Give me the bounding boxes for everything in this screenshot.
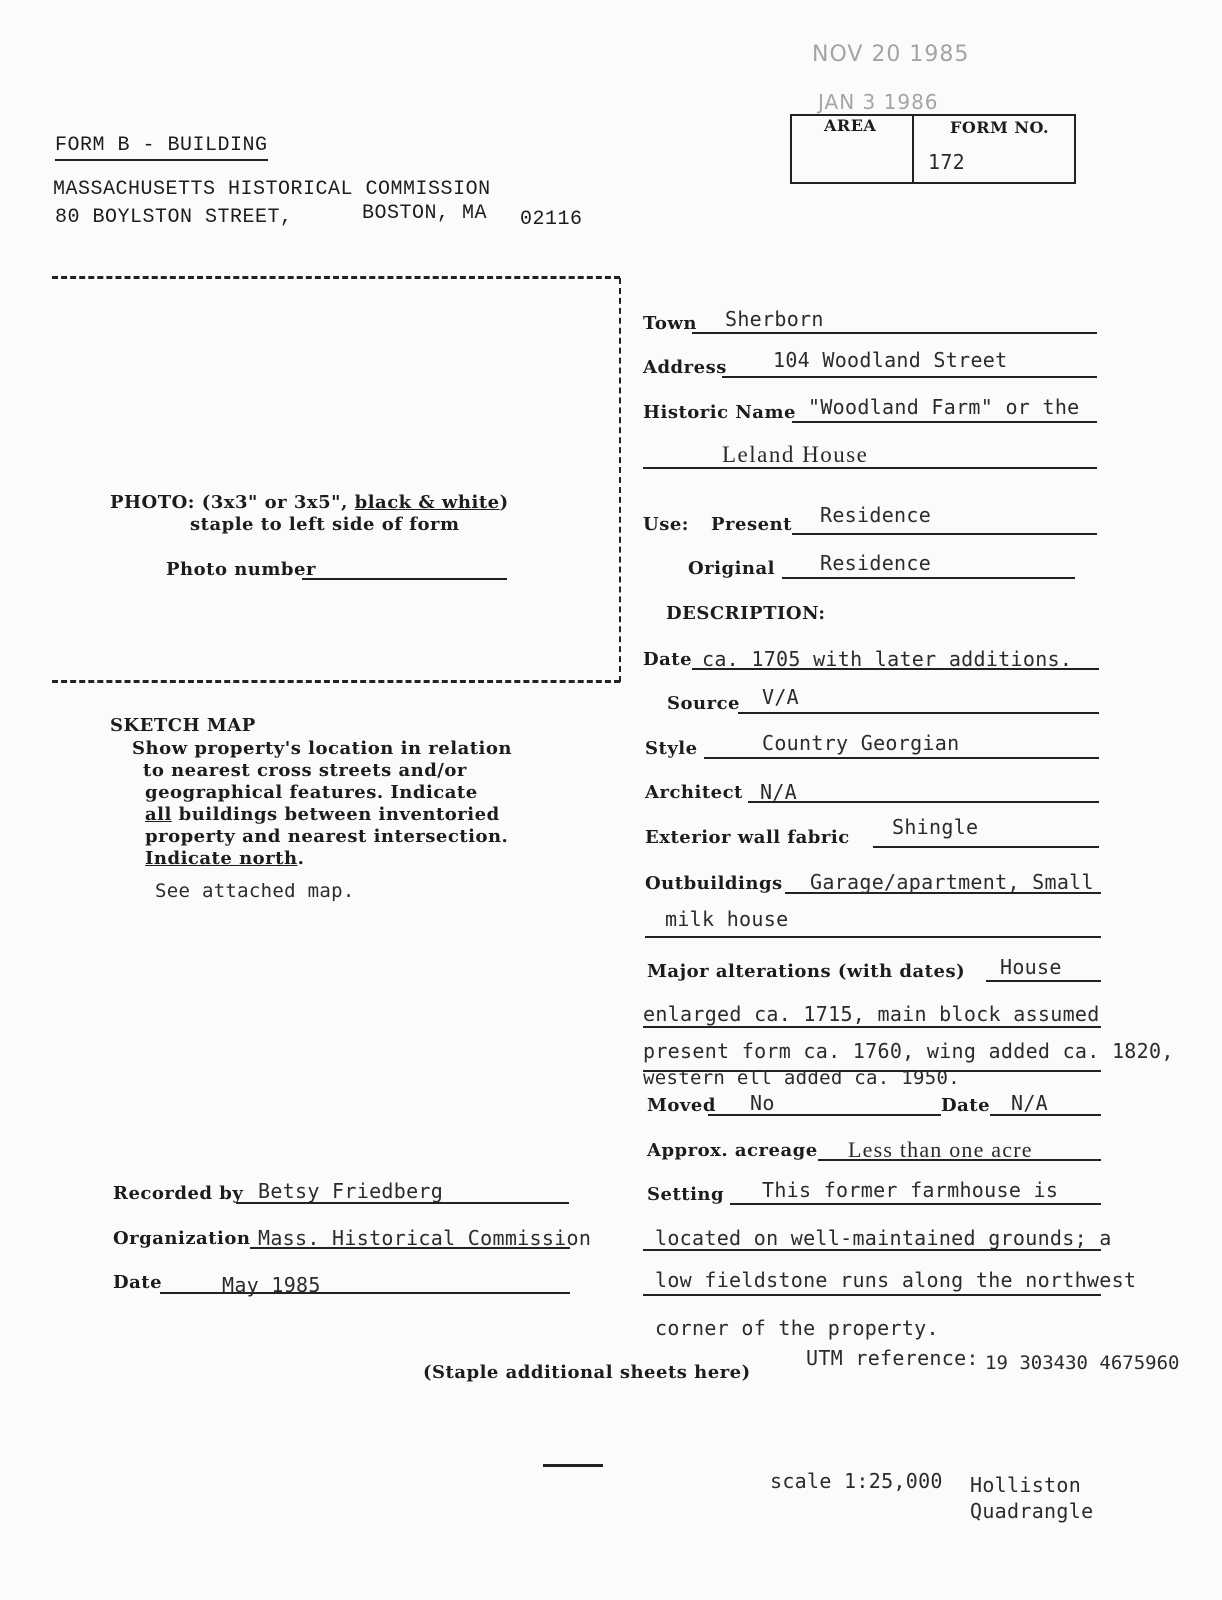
architect-line (748, 801, 1099, 803)
source-value: V/A (762, 685, 800, 709)
alterations-value-3: present form ca. 1760, wing added ca. 1820, (643, 1039, 1174, 1063)
moved-label: Moved (647, 1095, 716, 1116)
use-label: Use: (643, 514, 689, 535)
recorded-date-value: May 1985 (222, 1273, 321, 1297)
setting-value-3: low fieldstone runs along the northwest (655, 1268, 1137, 1292)
recorded-by-value: Betsy Friedberg (258, 1179, 444, 1203)
quadrangle-name: Holliston (970, 1473, 1082, 1497)
architect-label: Architect (645, 782, 743, 803)
address-line (722, 376, 1097, 378)
quadrangle-label: Quadrangle (970, 1499, 1094, 1523)
staple-note: (Staple additional sheets here) (423, 1362, 751, 1383)
sketch-map-line3: geographical features. Indicate (145, 782, 478, 803)
style-line (704, 757, 1099, 759)
historic-name-value-1: "Woodland Farm" or the (808, 395, 1080, 419)
photo-frame-bottom (52, 680, 620, 683)
area-form-box (790, 114, 1076, 184)
present-line (792, 533, 1097, 535)
recorded-date-label: Date (113, 1272, 163, 1293)
utm-value: 19 303430 4675960 (985, 1352, 1180, 1374)
date-built-value: ca. 1705 with later additions. (702, 647, 1073, 671)
photo-frame-right (619, 278, 621, 682)
form-no-label: FORM NO. (950, 118, 1050, 137)
town-value: Sherborn (725, 307, 824, 331)
form-title (55, 134, 268, 157)
date-built-label: Date (643, 649, 693, 670)
source-line (738, 712, 1099, 714)
area-label: AREA (824, 116, 877, 135)
style-value: Country Georgian (762, 731, 960, 755)
wall-fabric-label: Exterior wall fabric (645, 827, 850, 848)
photo-instructions-line1: PHOTO: (3x3" or 3x5", black & white) (110, 492, 509, 513)
source-label: Source (667, 693, 740, 714)
photo-instructions-line2: staple to left side of form (190, 514, 460, 535)
moved-date-value: N/A (1011, 1091, 1049, 1115)
agency-zip: 02116 (520, 208, 583, 231)
agency-street: 80 BOYLSTON STREET, (55, 206, 293, 229)
historic-name-line-2 (643, 467, 1097, 469)
area-box-divider (912, 116, 914, 182)
setting-value-2: located on well-maintained grounds; a (655, 1226, 1112, 1250)
style-label: Style (645, 738, 698, 759)
outbuildings-value-1: Garage/apartment, Small (810, 870, 1094, 894)
alterations-line-1 (986, 980, 1101, 982)
setting-label: Setting (647, 1184, 725, 1205)
form-title-text: FORM B - BUILDING (55, 134, 268, 161)
wall-fabric-line (873, 846, 1099, 848)
agency-city: BOSTON, MA (362, 202, 488, 225)
footer-rule (543, 1464, 603, 1467)
alterations-value-1: House (1000, 955, 1062, 979)
sketch-map-line2: to nearest cross streets and/or (143, 760, 467, 781)
moved-value: No (750, 1091, 775, 1115)
agency-name: MASSACHUSETTS HISTORICAL COMMISSION (53, 178, 491, 201)
acreage-value: Less than one acre (848, 1137, 1033, 1162)
setting-value-4: corner of the property. (655, 1316, 939, 1340)
recorded-by-label: Recorded by (113, 1183, 244, 1204)
setting-line-3 (643, 1294, 1101, 1296)
setting-value-1: This former farmhouse is (762, 1178, 1059, 1202)
acreage-label: Approx. acreage (647, 1140, 818, 1161)
sketch-map-note: See attached map. (155, 880, 355, 902)
sketch-map-line5: property and nearest intersection. (145, 826, 509, 847)
town-line (692, 332, 1097, 334)
address-label: Address (643, 357, 727, 378)
outbuildings-label: Outbuildings (645, 873, 783, 894)
sketch-map-line6: Indicate north. (145, 848, 305, 869)
original-line (782, 577, 1075, 579)
alterations-label: Major alterations (with dates) (647, 961, 966, 982)
sketch-map-line4: all buildings between inventoried (145, 804, 500, 825)
utm-label: UTM reference: (806, 1346, 979, 1370)
form-no-value: 172 (928, 150, 966, 174)
town-label: Town (643, 313, 697, 334)
present-value: Residence (820, 503, 932, 527)
historic-name-line-1 (792, 421, 1097, 423)
setting-line-2 (643, 1249, 1101, 1251)
historic-name-label: Historic Name (643, 402, 796, 423)
wall-fabric-value: Shingle (892, 815, 979, 839)
setting-line-1 (730, 1203, 1101, 1205)
photo-frame-top (52, 276, 620, 279)
outbuildings-value-2: milk house (665, 907, 789, 931)
received-stamp-2: JAN 3 1986 (818, 90, 939, 114)
outbuildings-line-2 (645, 936, 1101, 938)
photo-number-label: Photo number (166, 559, 316, 580)
received-stamp-1: NOV 20 1985 (812, 42, 970, 67)
description-label: DESCRIPTION: (666, 603, 826, 624)
alterations-value-2: enlarged ca. 1715, main block assumed (643, 1002, 1100, 1026)
architect-value: N/A (760, 780, 798, 804)
sketch-map-heading: SKETCH MAP (110, 715, 256, 736)
historic-name-value-2: Leland House (722, 442, 869, 467)
original-label: Original (688, 558, 776, 579)
moved-date-label: Date (941, 1095, 991, 1116)
alterations-line-2 (643, 1026, 1101, 1028)
moved-line (708, 1114, 941, 1116)
alterations-value-4: western ell added ca. 1950. (643, 1067, 960, 1089)
organization-value: Mass. Historical Commission (258, 1226, 592, 1250)
original-value: Residence (820, 551, 932, 575)
map-scale: scale 1:25,000 (770, 1469, 943, 1493)
address-value: 104 Woodland Street (773, 348, 1008, 372)
present-label: Present (711, 514, 792, 535)
sketch-map-line1: Show property's location in relation (132, 738, 512, 759)
photo-number-line (302, 578, 507, 580)
organization-label: Organization (113, 1228, 251, 1249)
